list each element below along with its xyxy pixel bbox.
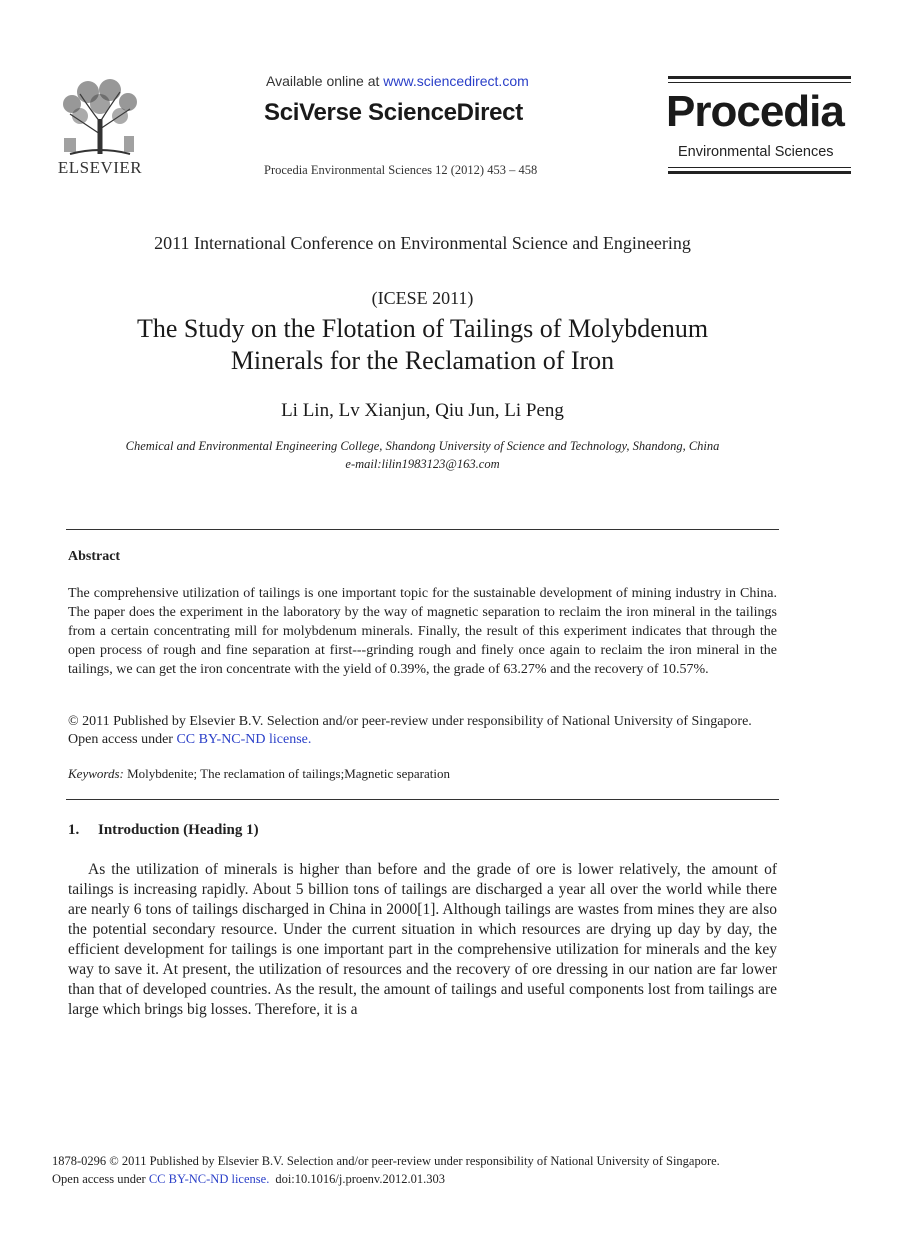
procedia-logo-subtitle: Environmental Sciences (678, 144, 834, 160)
copyright-notice (68, 713, 788, 748)
keywords-label: Keywords: (68, 766, 124, 781)
conference-short-name: (ICESE 2011) (371, 288, 474, 308)
page-footer (52, 1153, 812, 1188)
paper-title (0, 313, 845, 377)
journal-reference: Procedia Environmental Sciences 12 (2012) 453 – 458 (264, 163, 538, 177)
sciencedirect-link[interactable]: www.sciencedirect.com (383, 73, 529, 89)
procedia-logo-title: Procedia (666, 87, 844, 136)
footer-copyright: 1878-0296 © 2011 Published by Elsevier B.V. Selection and/or peer-review under responsibility of National University of Singapore. (52, 1154, 720, 1168)
abstract-bottom-divider (66, 799, 779, 800)
elsevier-wordmark: ELSEVIER (57, 158, 143, 177)
author-list: Li Lin, Lv Xianjun, Qiu Jun, Li Peng (281, 400, 564, 421)
procedia-bottom-rule (668, 171, 851, 174)
procedia-bottom-rule-thin (668, 167, 851, 168)
affiliation-text: Chemical and Environmental Engineering College, Shandong University of Science and Technology, Shandong, China (125, 439, 720, 453)
footer-doi: doi:10.1016/j.proenv.2012.01.303 (275, 1171, 445, 1186)
procedia-top-rule (668, 76, 851, 79)
introduction-heading (68, 822, 259, 839)
available-online-line (266, 73, 529, 89)
sciverse-sciencedirect-title: SciVerse ScienceDirect (264, 99, 523, 126)
abstract-text: The comprehensive utilization of tailings is one important topic for the sustainable development of mining industry in China. The paper does the experiment in the laboratory by the way of magnetic separation to reclaim the iron mineral in the tailings from a certain concentrating mill for molybdenum minerals. Finally, the result of this experiment indicates that through the open process of rough and fine separation at first---grinding rough and finely once again to reclaim the iron mineral in the tailings, we can get the iron concentrate with the yield of 0.39%, the grade of 63.27% and the recovery of 10.57%. (68, 586, 777, 677)
paper-title-text: The Study on the Flotation of Tailings of Molybdenum Minerals for the Reclamation of Iron (136, 314, 709, 375)
author-email: e-mail:lilin1983123@163.com (345, 457, 500, 471)
abstract-heading: Abstract (68, 549, 121, 564)
section-number: 1. (68, 822, 80, 838)
footer-open-access-line (52, 1171, 812, 1189)
keywords-line (68, 766, 450, 782)
open-access-prefix: Open access under (68, 731, 177, 747)
license-link[interactable]: CC BY-NC-ND license. (176, 731, 312, 747)
open-access-line (68, 731, 788, 749)
keywords-list: Molybdenite; The reclamation of tailings;Magnetic separation (123, 766, 450, 781)
footer-open-access-prefix: Open access under (52, 1171, 149, 1186)
conference-name: 2011 International Conference on Environmental Science and Engineering (154, 233, 691, 253)
section-title: Introduction (Heading 1) (98, 822, 259, 838)
copyright-text: © 2011 Published by Elsevier B.V. Selection and/or peer-review under responsibility of National University of Singapore. (68, 714, 752, 729)
footer-license-link[interactable]: CC BY-NC-ND license. (148, 1171, 270, 1186)
affiliation-block (0, 437, 845, 473)
abstract-top-divider (66, 529, 779, 530)
introduction-paragraph: As the utilization of minerals is higher than before and the grade of ore is lower relatively, the amount of tailings is increasing rapidly. About 5 billion tons of tailings are discharged a year all over the world while there are nearly 6 tons of tailings discharged in China in 2000[1]. Although tailings are wastes from mines they are also the potential secondary resource. Under the current situation in which resources are drying up day by day, the efficient development for tailings is one important part in the comprehensive utilization for minerals and the key way to save it. At present, the utilization of resources and the recovery of ore dressing in our nation are far lower than that of developed countries. As the result, the amount of tailings and useful components lost from tailings are large which brings big losses. Therefore, it is a (68, 861, 777, 1018)
available-online-prefix: Available online at (266, 73, 384, 89)
procedia-top-rule-thin (668, 82, 851, 83)
